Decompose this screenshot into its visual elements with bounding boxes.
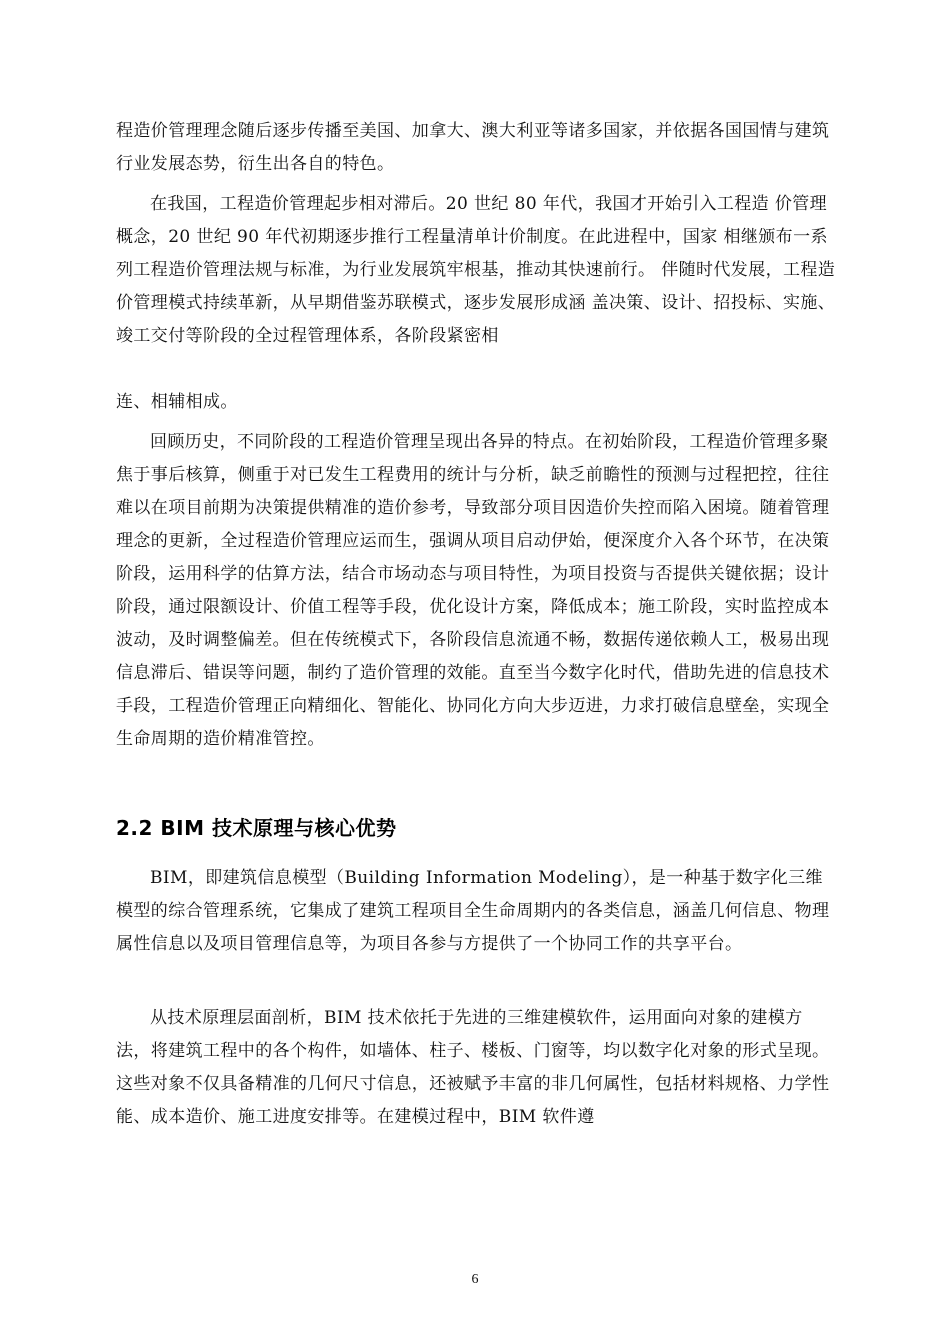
paragraph-3: 回顾历史，不同阶段的工程造价管理呈现出各异的特点。在初始阶段，工程造价管理多聚焦于事后核算，侧重于对已发生工程费用的统计与分析，缺乏前瞻性的预测与过程把控，往往难以在项目前期为决策提供精准的造价参考，导致部分项目因造价失控而陷入困境。随着管理理念的更新，全过程造价管理应运而生，强调从项目启动伊始，便深度介入各个环节，在决策阶段，运用科学的估算方法，结合市场动态与项目特性，为项目投资与否提供关键依据；设计阶段，通过限额设计、价值工程等手段，优化设计方案，降低成本；施工阶段，实时监控成本波动，及时调整偏差。但在传统模式下，各阶段信息流通不畅，数据传递依赖人工，极易出现信息滞后、错误等问题，制约了造价管理的效能。直至当今数字化时代，借助先进的信息技术手段，工程造价管理正向精细化、智能化、协同化方向大步迈进，力求打破信息壁垒，实现全生命周期的造价精准管控。 — [116, 432, 830, 749]
paragraph-4: BIM，即建筑信息模型（Building Information Modeling），是一种基于数字化三维模型的综合管理系统，它集成了建筑工程项目全生命周期内的各类信息，涵盖几何信息、物理属性信息以及项目管理信息等，为项目各参与方提供了一个协同工作的共享平台。 — [116, 868, 830, 954]
paragraph-2: 在我国，工程造价管理起步相对滞后。20 世纪 80 年代，我国才开始引入工程造 价管理概念，20 世纪 90 年代初期逐步推行工程量清单计价制度。在此进程中，国家 相继颁布一系列工程造价管理法规与标准，为行业发展筑牢根基，推动其快速前行。 伴随时代发展，工程造价管理模式持续革新，从早期借鉴苏联模式，逐步发展形成涵 盖决策、设计、招投标、实施、竣工交付等阶段的全过程管理体系，各阶段紧密相 — [116, 194, 836, 346]
paragraph-2-continued: 连、相辅相成。 — [116, 392, 238, 412]
paragraph-5: 从技术原理层面剖析，BIM 技术依托于先进的三维建模软件，运用面向对象的建模方法，将建筑工程中的各个构件，如墙体、柱子、楼板、门窗等，均以数字化对象的形式呈现。这些对象不仅具备精准的几何尺寸信息，还被赋予丰富的非几何属性，包括材料规格、力学性能、成本造价、施工进度安排等。在建模过程中，BIM 软件遵 — [116, 1008, 830, 1127]
page-number: 6 — [471, 1272, 479, 1287]
section-heading: 2.2 BIM 技术原理与核心优势 — [116, 816, 397, 840]
paragraph-1: 程造价管理理念随后逐步传播至美国、加拿大、澳大利亚等诸多国家，并依据各国国情与建筑行业发展态势，衍生出各自的特色。 — [116, 121, 830, 174]
